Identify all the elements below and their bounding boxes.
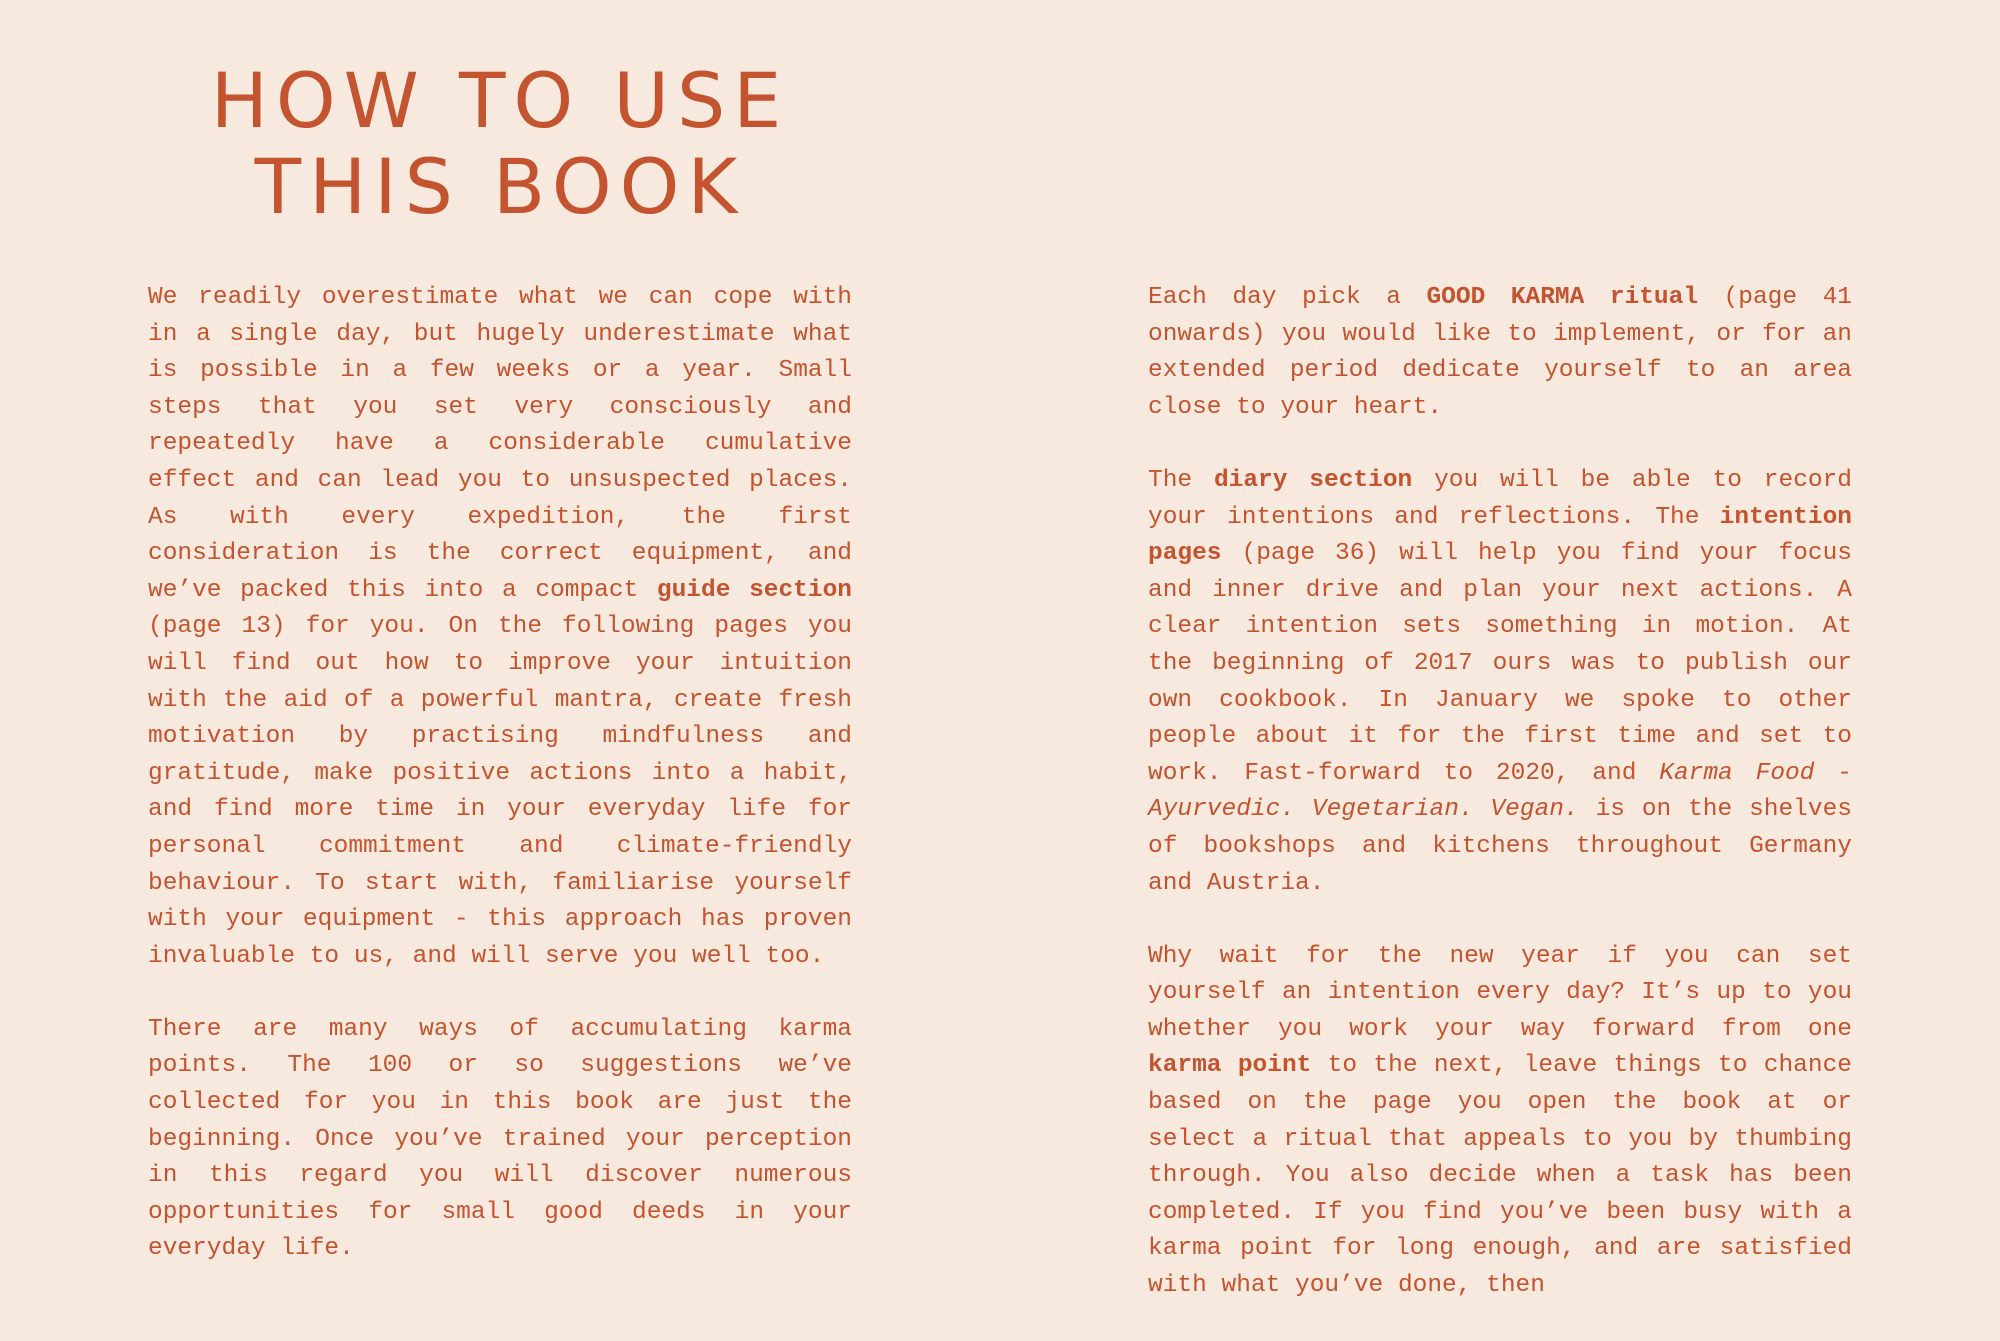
right-p2-text-g: is on the shelves of bookshops and kitchens throughout Germany and Austria. (1148, 796, 1852, 897)
karma-point-highlight: karma point (1148, 1052, 1312, 1080)
right-paragraph-2 (1148, 463, 1852, 902)
good-karma-ritual-highlight: GOOD KARMA ritual (1426, 284, 1699, 311)
right-p1-text-a: Each day pick a (1148, 284, 1427, 311)
guide-section-highlight: guide section (656, 576, 852, 604)
right-paragraph-1 (1148, 280, 1852, 426)
page-title (148, 58, 852, 230)
intention-pages-highlight: intention pages (1148, 503, 1852, 568)
right-paragraph-3 (1148, 939, 1852, 1305)
left-paragraph-1 (148, 280, 852, 975)
page-title-line-1: HOW TO USE (210, 56, 790, 145)
left-column (148, 280, 852, 1305)
karma-food-book-title: Karma Food - Ayurvedic. Vegetarian. Vegan. (1148, 759, 1852, 824)
right-p3-text-a: Why wait for the new year if you can set yourself an intention every day? It’s up to you whether you work your way forward from one (1148, 942, 1852, 1043)
right-p3-text-c: to the next, leave things to chance based on the page you open the book at or select a ritual that appeals to you by thumbing through. You also decide when a task has been completed. If you find you’ve been busy with a karma point for long enough, and are satisfied with what you’ve done, then (1148, 1052, 1852, 1300)
left-p1-text-a: We readily overestimate what we can cope with in a single day, but hugely underestimate what is possible in a few weeks or a year. Small steps that you set very consciously and repeatedly have a considerable cumulative effect and can lead you to unsuspected places. As with every expedition, the first consideration is the correct equipment, and we’ve packed this into a compact (148, 284, 852, 604)
right-p2-text-a: The (1148, 466, 1214, 494)
right-p2-text-c: you will be able to record your intentions and reflections. The (1148, 466, 1853, 531)
diary-section-highlight: diary section (1213, 466, 1413, 494)
left-p1-text-c: (page 13) for you. On the following pages you will find out how to improve your intuition with the aid of a powerful mantra, create fresh motivation by practising mindfulness and gratitude, make positive actions into a habit, and find more time in your everyday life for personal commitment and climate-friendly behaviour. To start with, familiarise yourself with your equipment - this approach has proven invaluable to us, and will serve you well too. (148, 613, 852, 970)
right-column (1148, 280, 1852, 1341)
page-title-line-2: THIS BOOK (254, 142, 746, 231)
right-p2-text-e: (page 36) will help you find your focus and inner drive and plan your next actions. A clear intention sets something in motion. At the beginning of 2017 ours was to publish our own cookbook. In January we spoke to other people about it for the first time and set to work. Fast-forward to 2020, and (1148, 540, 1852, 787)
left-paragraph-2: There are many ways of accumulating karma points. The 100 or so suggestions we’ve collected for you in this book are just the beginning. Once you’ve trained your perception in this regard you will discover numerous opportunities for small good deeds in your everyday life. (148, 1015, 852, 1263)
right-p1-text-c: (page 41 onwards) you would like to implement, or for an extended period dedicate yourself to an area close to your heart. (1148, 284, 1852, 421)
